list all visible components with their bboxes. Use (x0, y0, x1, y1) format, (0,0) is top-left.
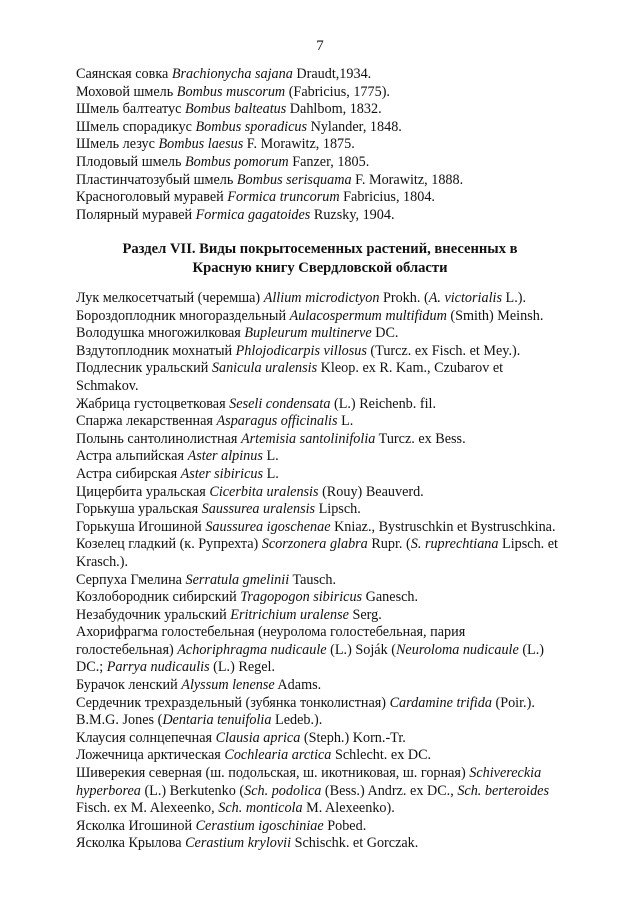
text-line (76, 396, 596, 414)
text-line (76, 554, 596, 572)
text-segment: Незабудочник уральский (76, 606, 231, 623)
text-segment: Володушка многожилковая (76, 325, 245, 342)
text-segment: (L.) Berkutenko ( (140, 782, 245, 799)
text-line (76, 466, 596, 484)
text-line (76, 818, 596, 836)
text-line (76, 360, 596, 378)
latin-name: Dentaria tenuifolia (162, 712, 272, 729)
insect-entry (76, 189, 596, 207)
text-line (76, 765, 596, 783)
plant-entry (76, 589, 596, 607)
text-segment: Fisch. ex M. Alexeenko, (76, 800, 219, 817)
plant-entry (76, 607, 596, 625)
text-segment: Ledeb.). (271, 712, 323, 729)
text-segment: Вздутоплодник мохнатый (76, 342, 236, 359)
latin-name: Formica gagatoides (195, 206, 311, 223)
insect-entry (76, 136, 596, 154)
latin-name: Formica truncorum (227, 189, 340, 206)
text-segment: Козелец гладкий (к. Рупрехта) (76, 536, 262, 553)
latin-name: Schivereckia (469, 765, 542, 782)
common-name: Моховой шмель (76, 83, 177, 100)
text-segment: Rupr. ( (367, 536, 411, 553)
text-line (76, 536, 596, 554)
latin-name: Cerastium igoschiniae (195, 817, 324, 834)
plant-list (76, 290, 596, 853)
common-name: Саянская совка (76, 66, 172, 82)
text-segment: Prokh. ( (379, 290, 429, 306)
latin-name: Eritrichium uralense (230, 606, 349, 623)
text-segment: Tausch. (289, 571, 336, 588)
text-line (76, 800, 596, 818)
text-segment: L. (263, 465, 279, 482)
text-segment: Полынь сантолинолистная (76, 430, 241, 447)
latin-name: S. ruprechtiana (410, 536, 499, 553)
text-segment: Ясколка Крылова (76, 835, 186, 852)
text-segment: Астра альпийская (76, 448, 188, 465)
latin-name: Alyssum lenense (181, 677, 275, 694)
latin-name: Saussurea igoschenae (205, 518, 331, 535)
latin-name: Bombus serisquama (236, 171, 352, 188)
text-segment: (Smith) Meinsh. (446, 307, 544, 324)
latin-name: Neuroloma nudicaule (395, 641, 519, 658)
text-segment: Krasch.). (76, 553, 128, 570)
text-line (76, 448, 596, 466)
common-name: Полярный муравей (76, 206, 196, 223)
text-line (76, 431, 596, 449)
text-line (76, 677, 596, 695)
text-line (76, 642, 596, 660)
text-segment: Schmakov. (76, 377, 139, 394)
latin-name: Sch. berteroides (457, 782, 549, 799)
insect-entry (76, 101, 596, 119)
text-segment: (Steph.) Korn.-Tr. (300, 729, 406, 746)
text-line (76, 343, 596, 361)
latin-name: A. victorialis (428, 290, 502, 306)
text-segment: Подлесник уральский (76, 360, 212, 377)
text-segment: Клаусия солнцепечная (76, 729, 216, 746)
text-line (76, 695, 596, 713)
text-segment: Спаржа лекарственная (76, 413, 217, 430)
plant-entry (76, 536, 596, 571)
author: Ruzsky, 1904. (310, 206, 395, 223)
text-segment: L. (262, 448, 279, 465)
text-segment: DC.; (76, 659, 107, 676)
text-line (76, 572, 596, 590)
plant-entry (76, 501, 596, 519)
insect-entry (76, 154, 596, 172)
latin-name: Bombus balteatus (184, 101, 287, 118)
text-segment: Лук мелкосетчатый (черемша) (76, 290, 264, 306)
latin-name: Sch. podolica (244, 782, 322, 799)
text-line (76, 835, 596, 853)
section-heading (0, 240, 640, 277)
text-segment: L. (337, 413, 354, 430)
plant-entry (76, 818, 596, 836)
text-line (76, 325, 596, 343)
latin-name: Serratula gmelinii (185, 571, 290, 588)
text-segment: (L.) Reichenb. fil. (330, 395, 437, 412)
text-segment: Сердечник трехраздельный (зубянка тонколистная) (76, 694, 390, 711)
latin-name: Cochlearia arctica (224, 747, 332, 764)
text-line (76, 413, 596, 431)
common-name: Шмель лезус (76, 136, 159, 153)
plant-entry (76, 484, 596, 502)
latin-name: Artemisia santolinifolia (240, 430, 376, 447)
text-segment: Turcz. ex Bess. (375, 430, 466, 447)
text-segment: Ясколка Игошиной (76, 817, 196, 834)
text-segment: Serg. (348, 606, 382, 623)
common-name: Шмель балтеатус (76, 101, 185, 118)
insect-entry (76, 207, 596, 225)
latin-name: Achoriphragma nudicaule (177, 641, 327, 658)
plant-entry (76, 730, 596, 748)
text-segment: Kniaz., Bystruschkin et Bystruschkina. (330, 518, 556, 535)
latin-name: Allium microdictyon (263, 290, 380, 306)
text-segment: (L.) (518, 641, 544, 658)
author: Fabricius, 1804. (339, 189, 435, 206)
plant-entry (76, 343, 596, 361)
text-segment: Цицербита уральская (76, 483, 210, 500)
latin-name: Brachionycha sajana (171, 66, 293, 82)
text-segment: L.). (501, 290, 527, 306)
text-line (76, 519, 596, 537)
text-segment: DC. (371, 325, 399, 342)
text-segment: (L.) Soják ( (326, 641, 396, 658)
latin-name: Parrya nudicaulis (106, 659, 210, 676)
plant-entry (76, 290, 596, 308)
text-segment: (Rouy) Beauverd. (318, 483, 424, 500)
text-segment: Kleop. ex R. Kam., Czubarov et (317, 360, 504, 377)
common-name: Пластинчатозубый шмель (76, 171, 237, 188)
text-segment: Бурачок ленский (76, 677, 182, 694)
latin-name: Cardamine trifida (389, 694, 492, 711)
insect-entry (76, 66, 596, 84)
insect-list (76, 66, 596, 224)
plant-entry (76, 835, 596, 853)
latin-name: Aster sibiricus (180, 465, 264, 482)
text-segment: Schlecht. ex DC. (331, 747, 432, 764)
latin-name: Sch. monticola (218, 800, 303, 817)
plant-entry (76, 466, 596, 484)
common-name: Красноголовый муравей (76, 189, 228, 206)
latin-name: Bupleurum multinerve (244, 325, 372, 342)
text-segment: Lipsch. (315, 501, 361, 518)
text-line (76, 501, 596, 519)
text-line (76, 783, 596, 801)
latin-name: Saussurea uralensis (201, 501, 316, 518)
text-line (76, 730, 596, 748)
text-segment: Шиверекия северная (ш. подольская, ш. икотниковая, ш. горная) (76, 765, 470, 782)
text-line (76, 484, 596, 502)
author: Draudt,1934. (292, 66, 372, 82)
latin-name: Seseli condensata (229, 395, 331, 412)
text-line (76, 659, 596, 677)
plant-entry (76, 747, 596, 765)
text-segment: (Turcz. ex Fisch. et Mey.). (366, 342, 521, 359)
plant-entry (76, 624, 596, 677)
text-line (76, 712, 596, 730)
plant-entry (76, 695, 596, 730)
latin-name: Cerastium krylovii (185, 835, 292, 852)
text-segment: (L.) Regel. (209, 659, 276, 676)
page-number: 7 (316, 38, 324, 54)
latin-name: Clausia aprica (215, 729, 301, 746)
section-heading-line-1: Раздел VII. Виды покрытосеменных растений, внесенных в (122, 241, 518, 257)
text-segment: Горькуша уральская (76, 501, 202, 518)
author: Dahlbom, 1832. (286, 101, 382, 118)
author: F. Morawitz, 1888. (351, 171, 464, 188)
latin-name: Phlojodicarpis villosus (235, 342, 367, 359)
text-segment: Ganesch. (362, 589, 419, 606)
latin-name: Scorzonera glabra (261, 536, 368, 553)
text-segment: (Poir.). (491, 694, 535, 711)
insect-entry (76, 172, 596, 190)
text-segment: Pobed. (323, 817, 367, 834)
latin-name: Sanicula uralensis (211, 360, 318, 377)
plant-entry (76, 396, 596, 414)
text-line (76, 290, 596, 308)
text-line (76, 747, 596, 765)
latin-name: Bombus laesus (158, 136, 244, 153)
text-segment: Серпуха Гмелина (76, 571, 186, 588)
text-line (76, 378, 596, 396)
author: Nylander, 1848. (307, 118, 402, 135)
text-segment: голостебельная) (76, 641, 178, 658)
common-name: Шмель спорадикус (76, 118, 196, 135)
latin-name: Bombus sporadicus (195, 118, 308, 135)
text-segment: (Bess.) Andrz. ex DC., (321, 782, 458, 799)
common-name: Плодовый шмель (76, 153, 185, 170)
author: F. Morawitz, 1875. (243, 136, 355, 153)
insect-entry (76, 119, 596, 137)
insect-entry (76, 84, 596, 102)
text-segment: Горькуша Игошиной (76, 518, 206, 535)
text-segment: Schischk. et Gorczak. (291, 835, 419, 852)
latin-name: Bombus muscorum (176, 83, 286, 100)
text-line (76, 589, 596, 607)
latin-name: Aster alpinus (187, 448, 263, 465)
plant-entry (76, 572, 596, 590)
text-segment: Ложечница арктическая (76, 747, 225, 764)
section-heading-line-2: Красную книгу Свердловской области (192, 259, 448, 276)
text-line (76, 607, 596, 625)
text-segment: M. Alexeenko). (302, 800, 395, 817)
text-segment: B.M.G. Jones ( (76, 712, 163, 729)
plant-entry (76, 448, 596, 466)
text-segment: Adams. (274, 677, 322, 694)
plant-entry (76, 325, 596, 343)
text-segment: Астра сибирская (76, 465, 181, 482)
latin-name: Bombus pomorum (185, 153, 289, 170)
text-segment: Ахорифрагма голостебельная (неуролома голостебельная, пария (76, 624, 466, 641)
plant-entry (76, 765, 596, 818)
plant-entry (76, 413, 596, 431)
latin-name: hyperborea (76, 782, 141, 799)
plant-entry (76, 677, 596, 695)
latin-name: Aulacospermum multifidum (289, 307, 447, 324)
text-segment: Жабрица густоцветковая (76, 395, 230, 412)
plant-entry (76, 519, 596, 537)
latin-name: Asparagus officinalis (216, 413, 338, 430)
text-segment: Козлобородник сибирский (76, 589, 241, 606)
text-segment: Lipsch. et (498, 536, 558, 553)
latin-name: Tragopogon sibiricus (240, 589, 363, 606)
plant-entry (76, 360, 596, 395)
text-line (76, 624, 596, 642)
text-line (76, 308, 596, 326)
plant-entry (76, 308, 596, 326)
latin-name: Cicerbita uralensis (209, 483, 319, 500)
text-segment: Бороздоплодник многораздельный (76, 307, 290, 324)
author: Fanzer, 1805. (288, 153, 370, 170)
plant-entry (76, 431, 596, 449)
author: (Fabricius, 1775). (285, 83, 390, 100)
